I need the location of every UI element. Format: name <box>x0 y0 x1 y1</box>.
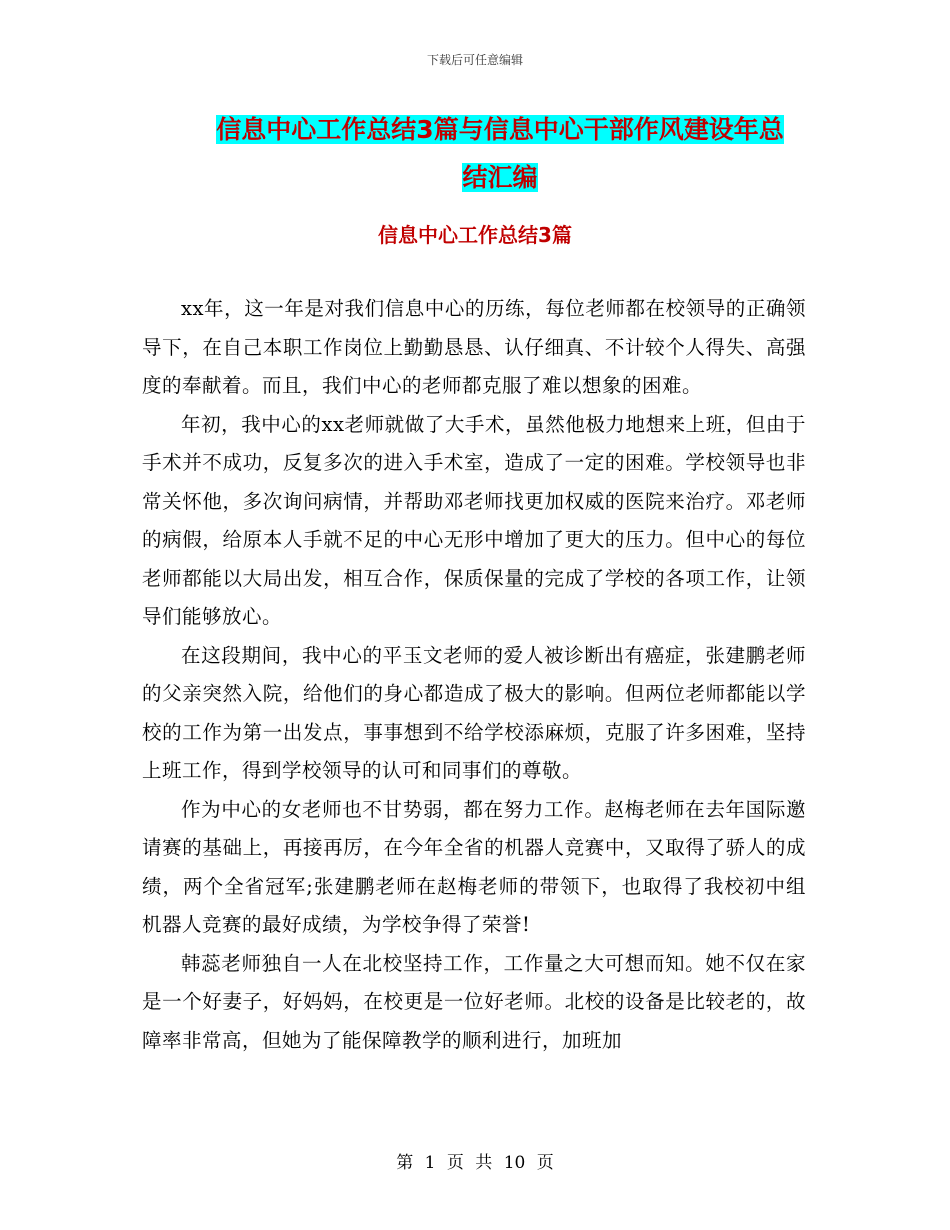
paragraph: 年初，我中心的xx老师就做了大手术，虽然他极力地想来上班，但由于手术并不成功，反复多次的进入手术室，造成了一定的困难。学校领导也非常关怀他，多次询问病情，并帮助邓老师找更加权威的医院来治疗。邓老师的病假，给原本人手就不足的中心无形中增加了更大的压力。但中心的每位老师都能以大局出发，相互合作，保质保量的完成了学校的各项工作，让领导们能够放心。 <box>142 412 806 628</box>
document-title <box>140 106 860 202</box>
body-text <box>142 290 806 1060</box>
document-title-line2: 结汇编 <box>462 163 538 192</box>
page-number: 第 1 页 共 10 页 <box>396 1153 554 1173</box>
page-header-note: 下载后可任意编辑 <box>426 53 523 67</box>
paragraph: xx年，这一年是对我们信息中心的历练，每位老师都在校领导的正确领导下，在自己本职工作岗位上勤勤恳恳、认仔细真、不计较个人得失、高强度的奉献着。而且，我们中心的老师都克服了难以想象的困难。 <box>142 297 806 397</box>
document-title-line1: 信息中心工作总结3篇与信息中心干部作风建设年总 <box>216 115 784 144</box>
paragraph: 在这段期间，我中心的平玉文老师的爱人被诊断出有癌症，张建鹏老师的父亲突然入院，给他们的身心都造成了极大的影响。但两位老师都能以学校的工作为第一出发点，事事想到不给学校添麻烦，克服了许多困难，坚持上班工作，得到学校领导的认可和同事们的尊敬。 <box>142 643 806 782</box>
section-title: 信息中心工作总结3篇 <box>378 223 572 247</box>
paragraph: 韩蕊老师独自一人在北校坚持工作，工作量之大可想而知。她不仅在家是一个好妻子，好妈妈，在校更是一位好老师。北校的设备是比较老的，故障率非常高，但她为了能保障教学的顺利进行，加班加 <box>142 951 806 1052</box>
paragraph: 作为中心的女老师也不甘势弱，都在努力工作。赵梅老师在去年国际邀请赛的基础上，再接再厉，在今年全省的机器人竞赛中，又取得了骄人的成绩，两个全省冠军;张建鹏老师在赵梅老师的带领下，也取得了我校初中组机器人竞赛的最好成绩，为学校争得了荣誉! <box>142 797 806 936</box>
